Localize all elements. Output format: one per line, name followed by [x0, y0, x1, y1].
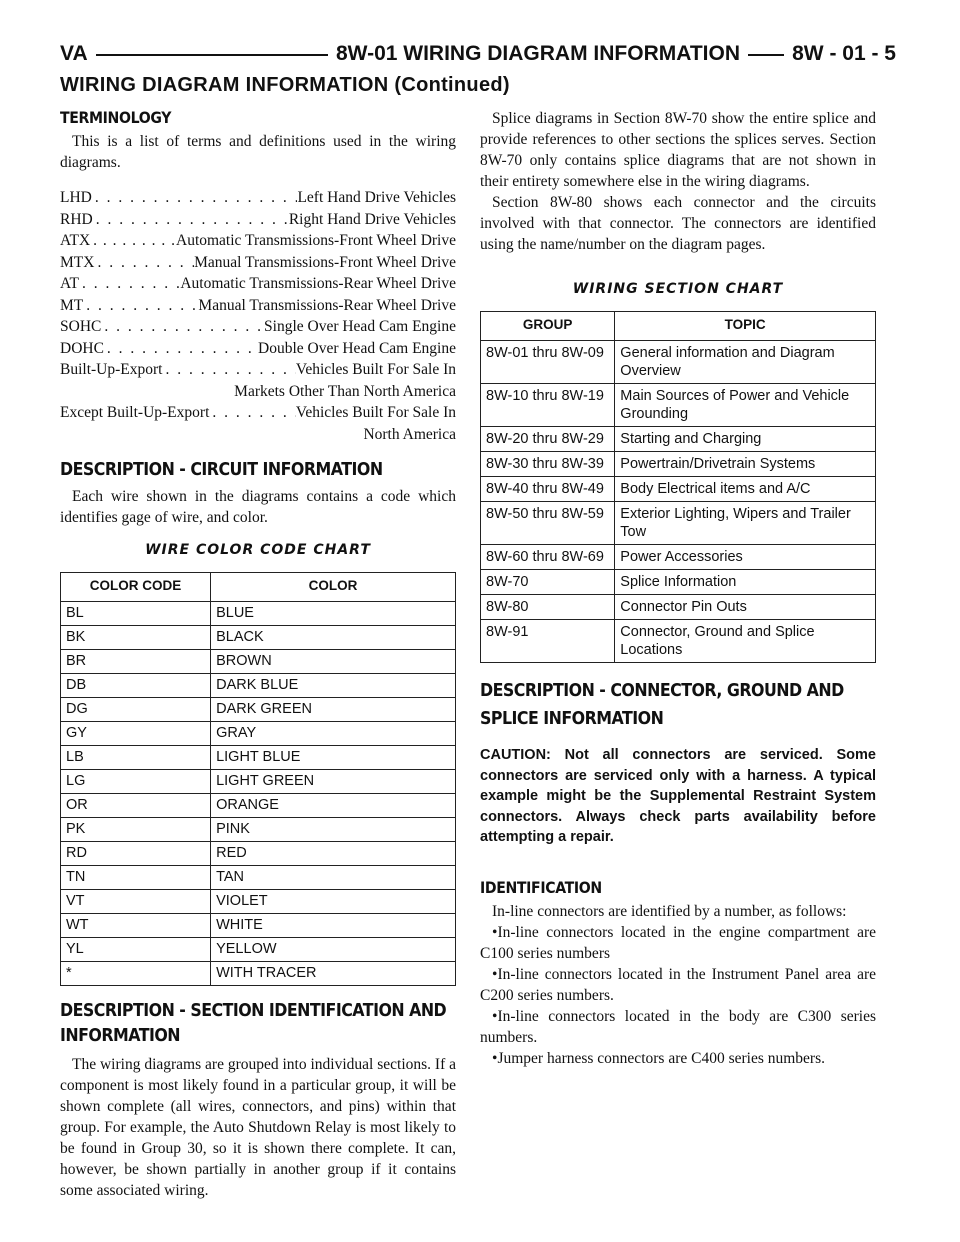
- table-cell: Body Electrical items and A/C: [615, 477, 876, 502]
- table-cell: OR: [61, 794, 211, 818]
- table-cell: LIGHT BLUE: [211, 746, 456, 770]
- table-cell: Starting and Charging: [615, 427, 876, 452]
- header-page-number: 8W - 01 - 5: [784, 42, 896, 66]
- table-cell: BK: [61, 626, 211, 650]
- table-cell: GY: [61, 722, 211, 746]
- table-row: [61, 914, 456, 938]
- connector-paragraph: Section 8W-80 shows each connector and the circuits involved with that connector. The connectors are identified using the name/number on the diagram pages.: [480, 194, 876, 253]
- table-cell: TAN: [211, 866, 456, 890]
- table-cell: YL: [61, 938, 211, 962]
- section-id-text: The wiring diagrams are grouped into individual sections. If a component is most likely found in a particular group, it will be shown complete (all wires, connectors, and pins) within that group. For example, the Auto Shutdown Relay is most likely to be found in Group 30, so it is shown there complete. It can, however, be shown partially in another group if it contains some associated wiring.: [60, 1056, 456, 1199]
- table-cell: DARK GREEN: [211, 698, 456, 722]
- header-center: 8W-01 WIRING DIAGRAM INFORMATION: [328, 42, 748, 66]
- column-header: TOPIC: [615, 312, 876, 341]
- table-cell: DG: [61, 698, 211, 722]
- table-cell: RED: [211, 842, 456, 866]
- table-header-row: [481, 312, 876, 341]
- table-cell: 8W-60 thru 8W-69: [481, 545, 615, 570]
- table-cell: Splice Information: [615, 570, 876, 595]
- table-cell: 8W-91: [481, 620, 615, 663]
- table-row: [61, 722, 456, 746]
- table-header-row: [61, 573, 456, 602]
- table-cell: 8W-80: [481, 595, 615, 620]
- table-cell: BROWN: [211, 650, 456, 674]
- list-item: •Jumper harness connectors are C400 series numbers.: [492, 1049, 825, 1067]
- term-row: MT . . . Manual Transmissions-Rear Wheel Drive: [60, 295, 456, 317]
- table-row: [61, 698, 456, 722]
- table-cell: WHITE: [211, 914, 456, 938]
- list-item: •In-line connectors located in the body are C300 series numbers.: [480, 1007, 876, 1046]
- table-row: [61, 746, 456, 770]
- table-cell: Main Sources of Power and Vehicle Grounding: [615, 384, 876, 427]
- term-row: MTX . . . Manual Transmissions-Front Wheel Drive: [60, 252, 456, 274]
- term-row: ATX . . . Automatic Transmissions-Front Wheel Drive: [60, 230, 456, 252]
- table-row: [61, 674, 456, 698]
- table-row: [481, 341, 876, 384]
- table-cell: BL: [61, 602, 211, 626]
- table-cell: Connector Pin Outs: [615, 595, 876, 620]
- right-column: [480, 108, 876, 1069]
- column-header: COLOR CODE: [61, 573, 211, 602]
- table-row: [481, 570, 876, 595]
- table-cell: DARK BLUE: [211, 674, 456, 698]
- table-cell: 8W-10 thru 8W-19: [481, 384, 615, 427]
- table-row: [61, 650, 456, 674]
- term-continuation: North America: [363, 425, 456, 443]
- table-cell: Powertrain/Drivetrain Systems: [615, 452, 876, 477]
- table-cell: Exterior Lighting, Wipers and Trailer Tow: [615, 502, 876, 545]
- table-row: [61, 794, 456, 818]
- table-cell: LB: [61, 746, 211, 770]
- table-row: [481, 502, 876, 545]
- table-cell: BLUE: [211, 602, 456, 626]
- table-cell: BLACK: [211, 626, 456, 650]
- left-column: [60, 108, 456, 1201]
- table-row: [61, 890, 456, 914]
- table-cell: YELLOW: [211, 938, 456, 962]
- table-cell: VT: [61, 890, 211, 914]
- table-row: [61, 818, 456, 842]
- table-cell: 8W-01 thru 8W-09: [481, 341, 615, 384]
- table-row: [61, 962, 456, 986]
- list-item: •In-line connectors located in the engine compartment are C100 series numbers: [480, 923, 876, 962]
- section-table-body: [481, 341, 876, 663]
- splice-paragraph: Splice diagrams in Section 8W-70 show the entire splice and provide references to other sections the splices serves. Section 8W-70 only contains splice diagrams that are not shown in their entirety somewhere else in the wiring diagrams.: [480, 110, 876, 190]
- table-cell: 8W-50 thru 8W-59: [481, 502, 615, 545]
- section-chart-title: WIRING SECTION CHART: [572, 281, 784, 297]
- term-row: AT . . . Automatic Transmissions-Rear Wheel Drive: [60, 273, 456, 295]
- term-row: DOHC . . . Double Over Head Cam Engine: [60, 338, 456, 360]
- terminology-heading: TERMINOLOGY: [60, 108, 172, 127]
- table-cell: Connector, Ground and Splice Locations: [615, 620, 876, 663]
- term-row: Built-Up-Export . . . Vehicles Built For Sale In: [60, 359, 456, 381]
- wire-chart-title: WIRE COLOR CODE CHART: [145, 542, 371, 558]
- term-list: [60, 187, 456, 445]
- table-cell: LG: [61, 770, 211, 794]
- column-header: COLOR: [211, 573, 456, 602]
- table-cell: TN: [61, 866, 211, 890]
- column-header: GROUP: [481, 312, 615, 341]
- caution-text: CAUTION: Not all connectors are serviced. Some connectors are serviced only with a harness. A typical example might be the Supplemental Restraint System connectors. Always check parts availability before attempting a repair.: [480, 747, 876, 845]
- page-header: [60, 42, 896, 72]
- table-row: [481, 384, 876, 427]
- term-row: RHD . . . Right Hand Drive Vehicles: [60, 209, 456, 231]
- wiring-section-table: [480, 311, 876, 663]
- table-row: [61, 938, 456, 962]
- table-cell: BR: [61, 650, 211, 674]
- circuit-text: Each wire shown in the diagrams contains a code which identifies gage of wire, and color.: [60, 488, 456, 526]
- table-row: [481, 452, 876, 477]
- table-row: [481, 620, 876, 663]
- table-cell: Power Accessories: [615, 545, 876, 570]
- table-row: [481, 545, 876, 570]
- section-id-heading: DESCRIPTION - SECTION IDENTIFICATION AND INFORMATION: [60, 1000, 447, 1046]
- table-cell: PK: [61, 818, 211, 842]
- circuit-heading: DESCRIPTION - CIRCUIT INFORMATION: [60, 459, 383, 480]
- table-row: [61, 626, 456, 650]
- table-cell: WITH TRACER: [211, 962, 456, 986]
- table-cell: VIOLET: [211, 890, 456, 914]
- table-cell: RD: [61, 842, 211, 866]
- table-cell: ORANGE: [211, 794, 456, 818]
- table-row: [61, 842, 456, 866]
- table-cell: LIGHT GREEN: [211, 770, 456, 794]
- terminology-intro: This is a list of terms and definitions used in the wiring diagrams.: [60, 133, 456, 171]
- term-row: Except Built-Up-Export . . . Vehicles Built For Sale In: [60, 402, 456, 424]
- term-row: LHD . . . Left Hand Drive Vehicles: [60, 187, 456, 209]
- table-cell: WT: [61, 914, 211, 938]
- table-cell: *: [61, 962, 211, 986]
- table-cell: 8W-40 thru 8W-49: [481, 477, 615, 502]
- table-row: [61, 602, 456, 626]
- list-item: •In-line connectors located in the Instrument Panel area are C200 series numbers.: [480, 965, 876, 1004]
- table-cell: GRAY: [211, 722, 456, 746]
- header-left: VA: [60, 42, 96, 66]
- table-cell: General information and Diagram Overview: [615, 341, 876, 384]
- table-row: [61, 866, 456, 890]
- identification-intro: In-line connectors are identified by a number, as follows:: [492, 902, 847, 920]
- table-row: [481, 595, 876, 620]
- wire-table-body: [61, 602, 456, 986]
- table-row: [61, 770, 456, 794]
- identification-heading: IDENTIFICATION: [480, 877, 602, 897]
- table-cell: PINK: [211, 818, 456, 842]
- continued-title: WIRING DIAGRAM INFORMATION (Continued): [60, 74, 510, 96]
- term-row: SOHC . . . Single Over Head Cam Engine: [60, 316, 456, 338]
- table-cell: DB: [61, 674, 211, 698]
- table-row: [481, 427, 876, 452]
- table-row: [481, 477, 876, 502]
- wire-color-table: [60, 572, 456, 986]
- table-cell: 8W-30 thru 8W-39: [481, 452, 615, 477]
- table-cell: 8W-20 thru 8W-29: [481, 427, 615, 452]
- term-continuation: Markets Other Than North America: [234, 382, 456, 400]
- table-cell: 8W-70: [481, 570, 615, 595]
- connector-heading: DESCRIPTION - CONNECTOR, GROUND AND SPLICE INFORMATION: [480, 680, 844, 729]
